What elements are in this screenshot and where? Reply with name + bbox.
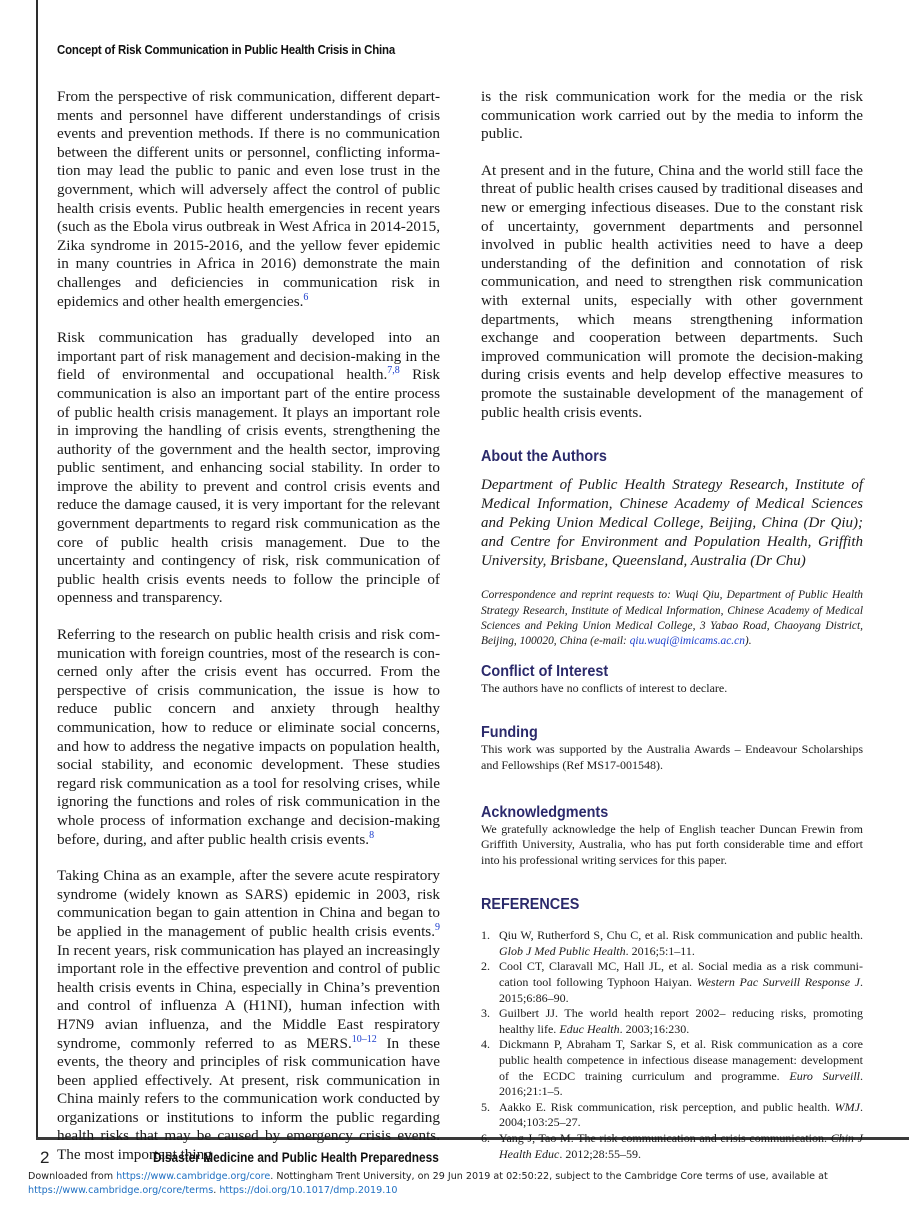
references-section <box>481 896 863 1162</box>
paragraph-text: Risk communication is also an important part of the entire process of public health crisis management. It plays an important role in improving the handling of crisis events, strengthening the authority of the government and the health sector, improving public sentiment, and enhancing social stability. In order to improve the ability to prevent and control crisis events and reduce the damage caused, it is very important for the relevant government departments to regard risk communication as the core of public health crisis management. Due to the uncertainty and contingency of risk, risk communication of public health crisis events needs to follow the principle of openness and transparency. <box>57 366 440 607</box>
author-affiliations: Department of Public Health Strategy Research, Institute of Medical Information, Chinese Academy of Medical Sciences and Peking Union Medical College, Beijing, China (Dr Qiu); and Centre for Environment and Population Health, Griffith University, Brisbane, Queensland, Australia (Dr Chu) <box>481 477 863 570</box>
section-text: This work was supported by the Australia Awards – Endeavour Scholarships and Fellowships (Ref MS17-001548). <box>481 742 863 772</box>
references-heading: REFERENCES <box>481 896 580 914</box>
conflict-section <box>481 663 863 697</box>
doi-link[interactable]: https://doi.org/10.1017/dmp.2019.10 <box>219 1185 398 1196</box>
citation-link[interactable]: 10–12 <box>351 1033 377 1045</box>
reference-journal: Glob J Med Public Health <box>499 943 626 958</box>
running-head: Concept of Risk Communication in Public Health Crisis in China <box>57 42 396 57</box>
journal-title: Disaster Medicine and Public Health Preparedness <box>153 1150 439 1165</box>
section-heading: About the Authors <box>481 448 607 466</box>
paragraph <box>57 626 440 849</box>
reference-journal: Western Pac Surveill Response J <box>696 975 860 990</box>
reference-journal: WMJ <box>834 1099 860 1114</box>
reference-text: Qiu W, Rutherford S, Chu C, et al. Risk communication and public health. <box>499 928 863 943</box>
paragraph-text: In these events, the theory and principles of risk communication have been applied effectively. At present, risk communication in China mainly refers to the communication work conducted by organizations or institutions to inform the public regarding health risks that may be caused by emergency crisis events. The most important thing <box>57 1034 440 1164</box>
reference-journal: Chin J Health Educ <box>499 1131 864 1161</box>
citation-link[interactable]: 6 <box>303 291 309 303</box>
funding-section <box>481 724 863 773</box>
reference-text: Aakko E. Risk communication, risk perception, and public health. <box>499 1099 835 1114</box>
reference-tail: . 2015;6:86–90. <box>499 975 863 1005</box>
cambridge-core-link[interactable]: https://www.cambridge.org/core <box>116 1171 271 1182</box>
paragraph <box>57 867 440 1165</box>
reference-number: 4. <box>481 1037 490 1052</box>
download-mid: . Nottingham Trent University, on 29 Jun 2019 at 02:50:22, subject to the Cambridge Core terms of use, available at <box>270 1171 828 1182</box>
about-authors-section <box>481 448 863 650</box>
download-prefix: Downloaded from <box>28 1171 117 1182</box>
reference-number: 1. <box>481 928 490 943</box>
citation-link[interactable]: 8 <box>369 829 375 841</box>
reference-text: Guilbert JJ. The world health report 2002– reducing risks, promoting healthy life. <box>499 1006 863 1036</box>
reference-item <box>481 1037 863 1099</box>
citation-link[interactable]: 7,8 <box>387 365 400 377</box>
section-text: The authors have no conflicts of interest to declare. <box>481 680 728 695</box>
section-text: We gratefully acknowledge the help of English teacher Duncan Frewin from Griffith University, Australia, who has put forth considerable time and effort into his professional writing services for this paper. <box>481 821 863 867</box>
reference-text: Cool CT, Claravall MC, Hall JL, et al. Social media as a risk communication tool following Typhoon Haiyan. <box>499 959 863 990</box>
reference-text: Dickmann P, Abraham T, Sarkar S, et al. Risk communication as a core public health competence in infectious disease management: development of the ECDC training curriculum and programme. <box>499 1037 863 1083</box>
reference-journal: Euro Surveill <box>789 1068 860 1083</box>
paragraph-text: In recent years, risk communication has played an increasingly important role in the effective prevention and control of public health crisis events in China, especially in China’s prevention and control of influenza A (H1NI), human infection with H7N9 avian influenza, and the Middle East respiratory syndrome, commonly referred to as MERS. <box>57 941 440 1052</box>
reference-tail: . 2016;21:1–5. <box>499 1068 863 1099</box>
reference-item <box>481 1131 863 1162</box>
correspondence-text: Correspondence and reprint requests to: Wuqi Qiu, Department of Public Health Strategy Research, Institute of Medical Information, Chinese Academy of Medical Sciences and Peking Union Medical College, 3 Yabao Road, Chaoyang District, Beijing, 100020, China (e-mail: <box>481 589 863 648</box>
email-link[interactable]: qiu.wuqi@imicams.ac.cn <box>629 635 745 648</box>
reference-item <box>481 928 863 959</box>
reference-number: 5. <box>481 1099 490 1114</box>
reference-tail: . 2016;5:1–11. <box>625 943 695 958</box>
left-margin-rule <box>36 0 38 1140</box>
reference-number: 6. <box>481 1131 490 1145</box>
reference-item <box>481 1006 863 1037</box>
correspondence <box>481 588 863 650</box>
reference-journal: Educ Health <box>559 1021 620 1036</box>
section-heading: Funding <box>481 724 538 742</box>
reference-number: 2. <box>481 959 490 974</box>
paragraph: is the risk communication work for the media or the risk communication work carried out by the media to inform the public. <box>481 88 863 143</box>
paragraph: At present and in the future, China and the world still face the threat of public health crises caused by traditional diseases and new or emerging infectious diseases. Due to the constant risk of uncertainty, government departments and personnel involved in public health activities need to have a deep understanding of the definition and connotation of risk communication, and need to strengthen risk communication with external units, especially with other government departments, which means strengthening information exchange and cooperation between departments. Such improved communication will promote the decision-making during crisis events and help develop effective measures to promote the sustainable development of the management of public health crisis events. <box>481 161 863 421</box>
reference-item <box>481 959 863 1006</box>
download-notice <box>28 1170 908 1198</box>
page-number: 2 <box>40 1148 50 1167</box>
acknowledgments-section <box>481 804 863 869</box>
citation-link[interactable]: 9 <box>435 921 440 933</box>
paragraph <box>57 88 440 311</box>
reference-tail: . 2004;103:25–27. <box>499 1099 863 1130</box>
reference-number: 3. <box>481 1006 490 1021</box>
paragraph-text: Taking China as an example, after the severe acute respiratory syndrome (widely known as SARS) epidemic in 2003, risk communication began to gain attention in China and began to be applied in the management of public health crisis events. <box>57 867 440 940</box>
paragraph-text: Risk communication has gradually developed into an important part of risk management and decision-making in the field of environmental and occupational health. <box>57 329 440 384</box>
reference-item <box>481 1100 863 1131</box>
reference-tail: . 2012;28:55–59. <box>559 1146 641 1161</box>
terms-link[interactable]: https://www.cambridge.org/core/terms <box>28 1185 214 1196</box>
section-heading: Conflict of Interest <box>481 662 609 680</box>
left-column <box>57 88 440 1165</box>
reference-text: Yang J, Tao M. The risk communication and crisis communication. <box>499 1131 831 1145</box>
correspondence-end: ). <box>744 635 752 648</box>
right-column <box>481 88 863 1162</box>
paragraph <box>57 329 440 608</box>
reference-tail: . 2003;16:230. <box>619 1021 690 1036</box>
separator: . <box>213 1185 220 1196</box>
references-list <box>481 928 863 1162</box>
paragraph-text: Referring to the research on public health crisis and risk communication with foreign countries, most of the research is concerned only after the crisis event has occurred. From the perspective of crisis communication, the issue is how to reduce public concern and anxiety through healthy communication, how to reduce or eliminate social concerns, and how to address the negative impacts on population health, social stability, and economic development. These studies regard risk communication as a tool for resolving crises, while ignoring the functions and roles of risk communication in the whole process of information exchange and decision-making before, during, and after public health crisis events. <box>57 626 440 848</box>
section-heading: Acknowledgments <box>481 803 609 821</box>
paragraph-text: From the perspective of risk communication, different departments and personnel have different understandings of crisis events and prevention methods. If there is no communication between the different units or personnel, conflicting information may lead the public to panic and even lose trust in the government, which will adversely affect the control of public health crisis events. Public health emergencies in recent years (such as the Ebola virus outbreak in West Africa in 2014-2015, Zika syndrome in 2015-2016, and the yellow fever epidemic in many countries in Africa in 2016) demonstrate the main challenges and deficiencies in communication risk in epidemics and other health emergencies. <box>57 88 440 310</box>
